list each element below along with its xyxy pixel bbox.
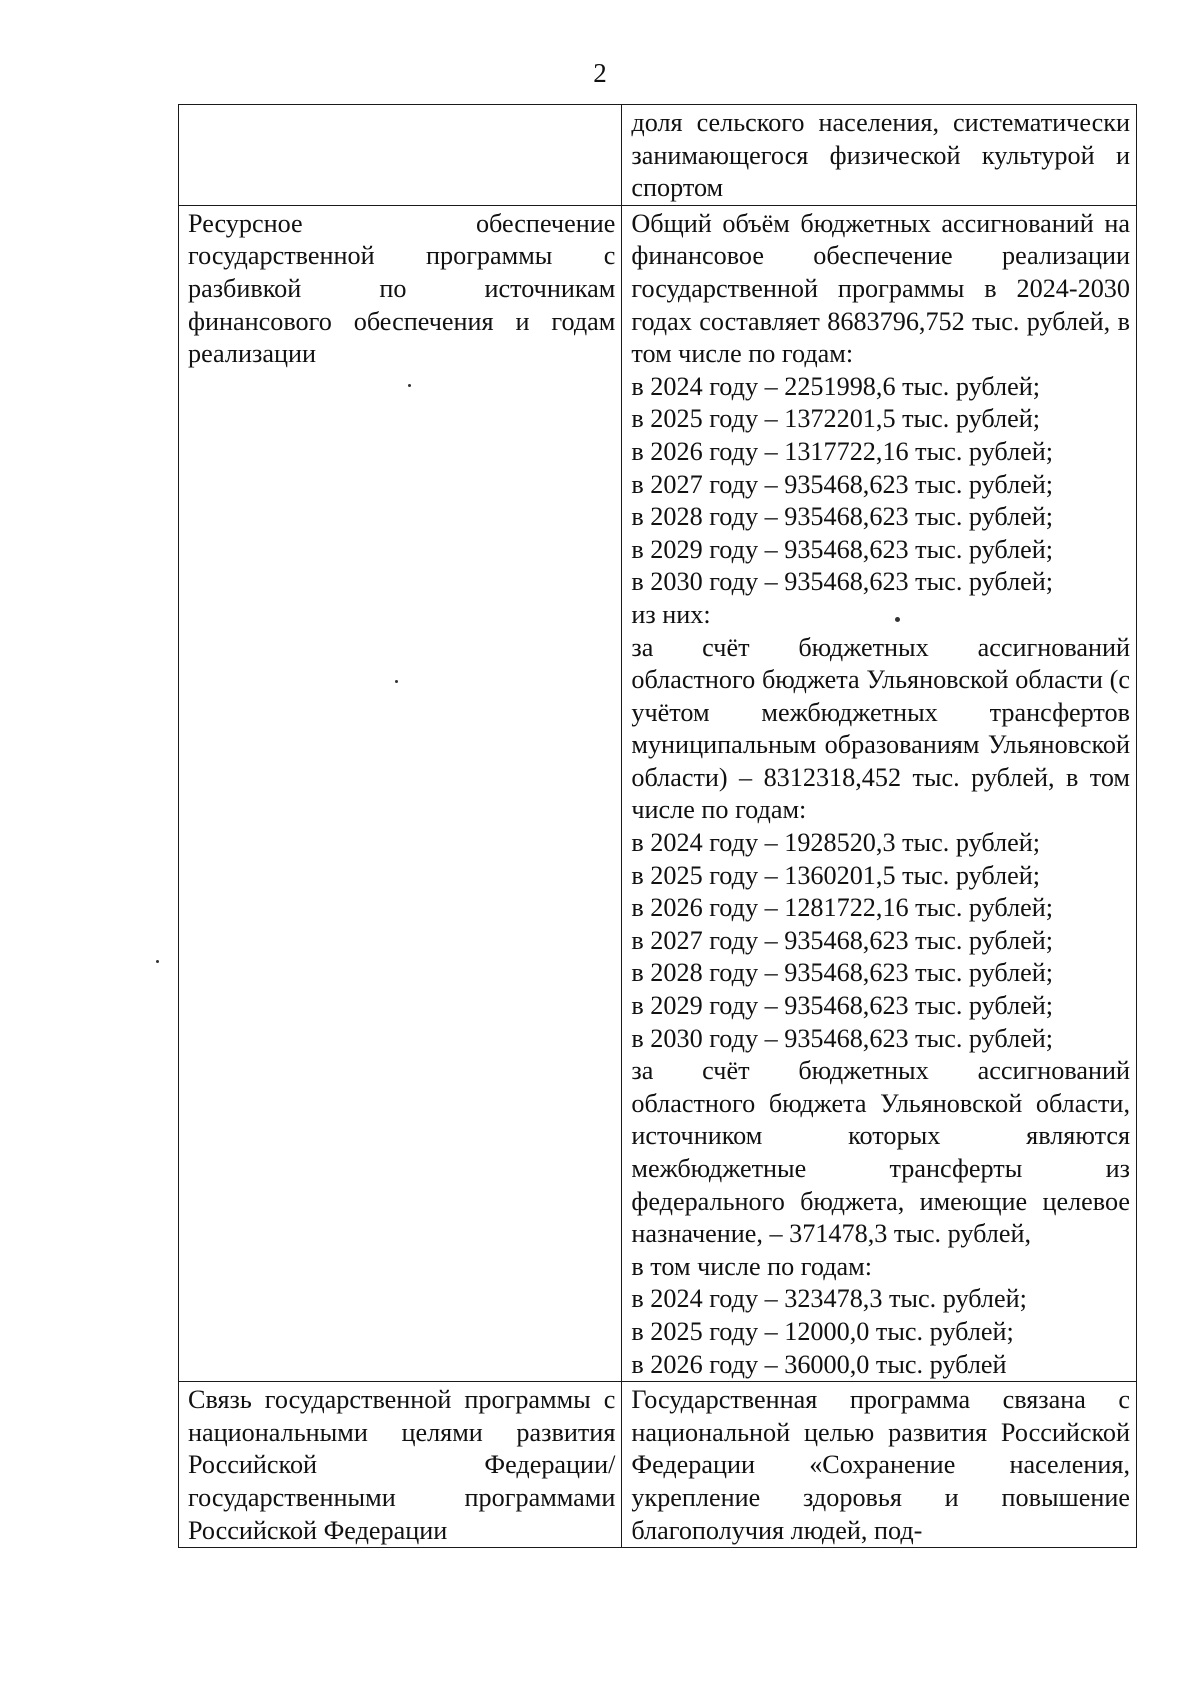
regional-year-2024: в 2024 году – 1928520,3 тыс. рублей; [631, 828, 1040, 858]
regional-budget-intro: за счёт бюджетных ассигнований областного бюджета Ульяновской области (с учётом межбюджетных трансфертов муниципальным образованиям Ульяновской области) – 8312318,452 тыс. рублей, в том числе по годам: [631, 632, 1130, 825]
page-number: 2 [593, 58, 607, 88]
total-year-2029: в 2029 году – 935468,623 тыс. рублей; [631, 534, 1054, 564]
total-year-2024: в 2024 году – 2251998,6 тыс. рублей; [631, 371, 1040, 401]
federal-by-year-label: в том числе по годам: [631, 1251, 873, 1281]
program-passport-table [178, 104, 1137, 1548]
row-label-resources: Ресурсное обеспечение государственной программы с разбивкой по источникам финансового обеспечения и годам реализации [179, 205, 622, 1381]
regional-year-2030: в 2030 году – 935468,623 тыс. рублей; [631, 1023, 1054, 1053]
federal-year-2025: в 2025 году – 12000,0 тыс. рублей; [631, 1316, 1014, 1346]
scan-speck [408, 384, 411, 387]
table-row [179, 1382, 1137, 1548]
regional-year-2026: в 2026 году – 1281722,16 тыс. рублей; [631, 893, 1054, 923]
regional-year-2025: в 2025 году – 1360201,5 тыс. рублей; [631, 860, 1040, 890]
regional-year-2029: в 2029 году – 935468,623 тыс. рублей; [631, 991, 1054, 1021]
total-budget-intro: Общий объём бюджетных ассигнований на финансовое обеспечение реализации государственной программы в 2024-2030 годах составляет 8683796,752 тыс. рублей, в том числе по годам: [631, 208, 1130, 369]
federal-transfers-intro: за счёт бюджетных ассигнований областного бюджета Ульяновской области, источником которых являются межбюджетные трансферты из федерального бюджета, имеющие целевое назначение, – 371478,3 тыс. рублей, [631, 1056, 1130, 1249]
total-year-2028: в 2028 году – 935468,623 тыс. рублей; [631, 502, 1054, 532]
total-year-2025: в 2025 году – 1372201,5 тыс. рублей; [631, 404, 1040, 434]
of-them-label: из них: [631, 599, 711, 629]
regional-year-2027: в 2027 году – 935468,623 тыс. рублей; [631, 925, 1054, 955]
total-year-2026: в 2026 году – 1317722,16 тыс. рублей; [631, 436, 1054, 466]
table-row [179, 205, 1137, 1381]
row-label-national-goals: Связь государственной программы с национальными целями развития Российской Федерации/государственными программами Российской Федерации [179, 1382, 622, 1548]
scan-speck [156, 960, 159, 963]
total-year-2030: в 2030 году – 935468,623 тыс. рублей; [631, 567, 1054, 597]
total-year-2027: в 2027 году – 935468,623 тыс. рублей; [631, 469, 1054, 499]
resources-cell [622, 205, 1137, 1381]
table-row [179, 105, 1137, 206]
federal-year-2026: в 2026 году – 36000,0 тыс. рублей [631, 1349, 1007, 1379]
federal-year-2024: в 2024 году – 323478,3 тыс. рублей; [631, 1284, 1027, 1314]
national-goals-text: Государственная программа связана с национальной целью развития Российской Федерации «Сохранение населения, укрепление здоровья и повышение благополучия людей, под- [622, 1382, 1137, 1548]
scan-speck [895, 617, 900, 622]
scan-speck [395, 680, 398, 683]
regional-year-2028: в 2028 году – 935468,623 тыс. рублей; [631, 958, 1054, 988]
indicator-text: доля сельского населения, систематически занимающегося физической культурой и спортом [622, 105, 1137, 206]
row-label-empty [179, 105, 622, 206]
